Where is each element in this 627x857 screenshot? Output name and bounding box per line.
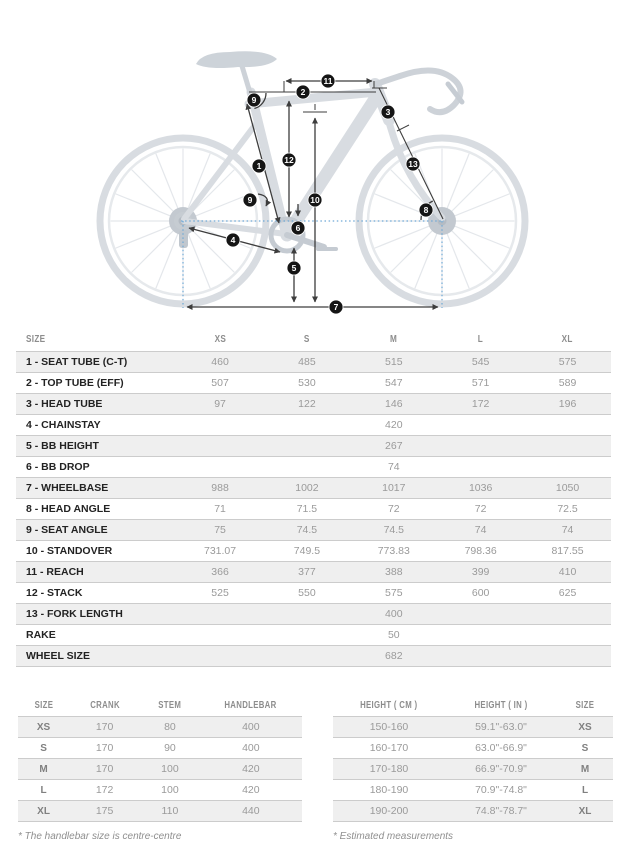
size-cell: XL [18,801,69,822]
value-cell: 170 [69,759,140,780]
measurement-value: 1036 [437,477,524,498]
measurement-label: 13 - FORK LENGTH [16,603,177,624]
svg-text:6: 6 [295,223,301,234]
value-cell: 63.0"-66.9" [445,738,557,759]
svg-text:10: 10 [310,195,320,206]
measurement-value: 72 [350,498,437,519]
value-cell: 180-190 [333,780,445,801]
svg-text:1: 1 [256,161,262,172]
measurement-value: 72.5 [524,498,611,519]
size-cell: S [557,738,613,759]
measurement-value: 817.55 [524,540,611,561]
value-cell: 175 [69,801,140,822]
geometry-table-header [16,328,611,351]
column-header: SIZE [16,328,177,351]
measurement-value: 731.07 [177,540,264,561]
measurement-value: 545 [437,351,524,372]
components-table [18,695,302,823]
svg-text:2: 2 [300,87,306,98]
geometry-row [16,519,611,540]
size-cell: M [18,759,69,780]
measurement-value: 625 [524,582,611,603]
value-cell: 400 [200,717,302,738]
measurement-value: 72 [437,498,524,519]
svg-text:8: 8 [423,205,429,216]
measurement-value: 74.5 [350,519,437,540]
column-header: HEIGHT ( CM ) [333,695,445,717]
measurement-value: 550 [264,582,351,603]
size-cell: L [557,780,613,801]
measurement-value: 589 [524,372,611,393]
measurement-value: 399 [437,561,524,582]
measurement-value: 507 [177,372,264,393]
table-row [333,780,613,801]
measurement-value: 74 [524,519,611,540]
column-header: HANDLEBAR [200,695,302,717]
marker-badge-4 [226,233,240,247]
geometry-table [16,328,611,667]
size-cell: L [18,780,69,801]
measurement-value: 122 [264,393,351,414]
value-cell: 74.8"-78.7" [445,801,557,822]
measurement-label: 4 - CHAINSTAY [16,414,177,435]
value-cell: 110 [140,801,200,822]
geometry-row [16,351,611,372]
geometry-row [16,645,611,666]
value-cell: 100 [140,759,200,780]
measurement-value: 388 [350,561,437,582]
value-cell: 90 [140,738,200,759]
marker-badge-2 [296,85,310,99]
measurement-value: 366 [177,561,264,582]
value-cell: 420 [200,780,302,801]
measurement-value: 530 [264,372,351,393]
marker-badge-10 [308,193,322,207]
measurement-value: 515 [350,351,437,372]
column-header: SIZE [18,695,69,717]
measurement-value: 1050 [524,477,611,498]
measurement-value: 485 [264,351,351,372]
value-cell: 80 [140,717,200,738]
measurement-value: 575 [350,582,437,603]
column-header: HEIGHT ( IN ) [445,695,557,717]
marker-badge-3 [381,105,395,119]
value-cell: 100 [140,780,200,801]
column-header: S [264,328,351,351]
value-cell: 440 [200,801,302,822]
measurement-label: 3 - HEAD TUBE [16,393,177,414]
measurement-label: WHEEL SIZE [16,645,177,666]
measurement-label: 2 - TOP TUBE (EFF) [16,372,177,393]
value-cell: 400 [200,738,302,759]
geometry-row [16,477,611,498]
measurement-value: 525 [177,582,264,603]
measurement-label: 6 - BB DROP [16,456,177,477]
table-row [333,717,613,738]
measurement-value: 460 [177,351,264,372]
geometry-row [16,498,611,519]
column-header: CRANK [69,695,140,717]
geometry-row [16,540,611,561]
svg-text:13: 13 [408,159,418,170]
size-cell: XS [18,717,69,738]
column-header: STEM [140,695,200,717]
table-row [18,801,302,822]
marker-badge-1 [252,159,266,173]
measurement-value: 97 [177,393,264,414]
measurement-value: 988 [177,477,264,498]
svg-text:5: 5 [291,263,297,274]
geometry-row [16,372,611,393]
marker-badge-5 [287,261,301,275]
measurement-label: 1 - SEAT TUBE (C-T) [16,351,177,372]
measurement-value: 400 [177,603,611,624]
measurement-value: 600 [437,582,524,603]
marker-badge-7 [329,300,343,314]
measurement-value: 146 [350,393,437,414]
table-row [18,738,302,759]
value-cell: 172 [69,780,140,801]
marker-badge-13 [406,157,420,171]
measurement-value: 410 [524,561,611,582]
marker-badge-9 [243,193,257,207]
measurement-value: 267 [177,435,611,456]
measurement-value: 377 [264,561,351,582]
column-header: M [350,328,437,351]
value-cell: 420 [200,759,302,780]
measurement-value: 50 [177,624,611,645]
geometry-row [16,582,611,603]
measurement-value: 420 [177,414,611,435]
measurement-label: 10 - STANDOVER [16,540,177,561]
measurement-value: 74 [437,519,524,540]
geometry-row [16,414,611,435]
measurement-value: 575 [524,351,611,372]
measurement-value: 74 [177,456,611,477]
svg-text:12: 12 [284,155,294,166]
marker-badge-11 [321,74,335,88]
marker-badge-6 [291,221,305,235]
column-header: XS [177,328,264,351]
bike-diagram-svg [0,0,627,325]
svg-text:3: 3 [385,107,391,118]
geometry-row [16,624,611,645]
measurement-label: 12 - STACK [16,582,177,603]
bike-geometry-diagram [0,0,627,325]
measurement-value: 1017 [350,477,437,498]
table-row [333,801,613,822]
measurement-label: RAKE [16,624,177,645]
column-header: L [437,328,524,351]
value-cell: 190-200 [333,801,445,822]
measurement-value: 196 [524,393,611,414]
bike-silhouette [100,51,525,304]
derailleur-icon [179,230,188,248]
height-table [333,695,613,823]
size-cell: XL [557,801,613,822]
svg-text:9: 9 [247,195,253,206]
marker-badge-12 [282,153,296,167]
rider-height-section [333,695,613,843]
value-cell: 150-160 [333,717,445,738]
size-cell: XS [557,717,613,738]
estimated-footnote: * Estimated measurements [333,831,454,842]
column-header: SIZE [557,695,613,717]
marker-badge-9 [247,93,261,107]
components-section [18,695,302,843]
measurement-value: 682 [177,645,611,666]
table-row [18,717,302,738]
saddle-icon [196,51,277,68]
measurement-value: 71.5 [264,498,351,519]
geometry-row [16,561,611,582]
measurement-value: 547 [350,372,437,393]
value-cell: 170 [69,738,140,759]
measurement-label: 8 - HEAD ANGLE [16,498,177,519]
value-cell: 170 [69,717,140,738]
value-cell: 59.1"-63.0" [445,717,557,738]
measurement-value: 71 [177,498,264,519]
measurement-label: 7 - WHEELBASE [16,477,177,498]
size-cell: M [557,759,613,780]
table-row [18,780,302,801]
svg-text:7: 7 [333,302,339,313]
value-cell: 66.9"-70.9" [445,759,557,780]
measurement-value: 571 [437,372,524,393]
table-row [333,738,613,759]
marker-badge-8 [419,203,433,217]
column-header: XL [524,328,611,351]
svg-text:4: 4 [230,235,236,246]
size-cell: S [18,738,69,759]
measurement-label: 9 - SEAT ANGLE [16,519,177,540]
measurement-value: 75 [177,519,264,540]
geometry-row [16,435,611,456]
table-row [333,759,613,780]
svg-text:11: 11 [323,76,333,87]
measurement-label: 11 - REACH [16,561,177,582]
value-cell: 160-170 [333,738,445,759]
geometry-row [16,393,611,414]
handlebar-footnote: * The handlebar size is centre-centre [18,831,182,842]
svg-text:9: 9 [251,95,257,106]
measurement-value: 798.36 [437,540,524,561]
measurement-value: 749.5 [264,540,351,561]
measurement-value: 172 [437,393,524,414]
value-cell: 170-180 [333,759,445,780]
measurement-label: 5 - BB HEIGHT [16,435,177,456]
geometry-row [16,603,611,624]
measurement-value: 1002 [264,477,351,498]
geometry-row [16,456,611,477]
table-row [18,759,302,780]
measurement-value: 773.83 [350,540,437,561]
value-cell: 70.9"-74.8" [445,780,557,801]
measurement-value: 74.5 [264,519,351,540]
